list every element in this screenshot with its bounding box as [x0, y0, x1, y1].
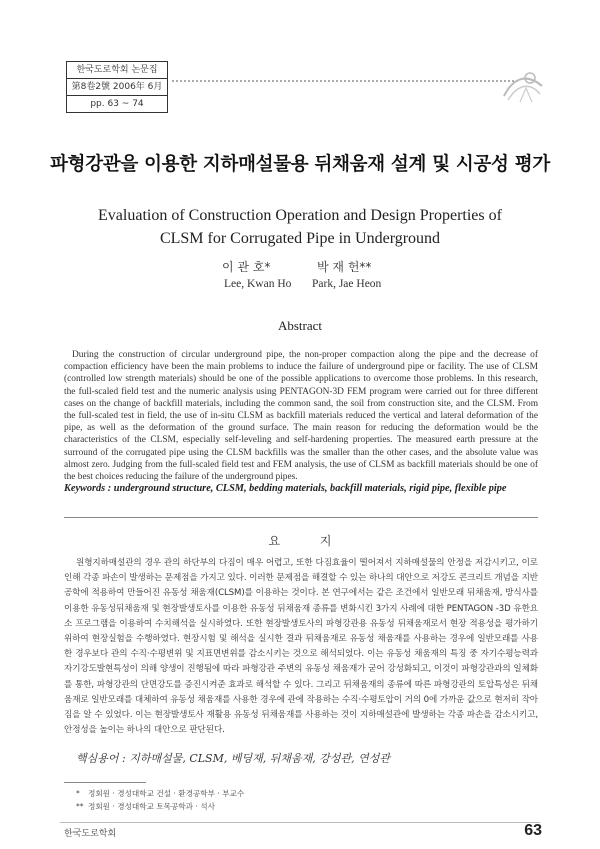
keywords: Keywords : underground structure, CLSM, bedding materials, backfill materials, rigid pipe, flexible pipe: [64, 483, 507, 494]
summary-text: 원형지하매설관의 경우 관의 하단부의 다짐이 매우 어렵고, 또한 다짐효율이 떨어져서 지하매설물의 안정을 저감시키고, 이로 인해 각종 파손이 발생하는 문제점을 가지고 있다. 이러한 문제점을 해결할 수 있는 하나의 대안으로 저강도 콘크리트 개념을 지반공학에 적용하여 만들어진 유동성 채움재(CLSM)를 이용하는 것이다. 본 연구에서는 같은 조건에서 일반모래 뒤채움재, 방식사를 이용한 유동성뒤채움재 및 현장발생토사를 이용한 유동성 뒤채움재 종류를 변화시킨 3가지 사례에 대한 PENTAGON -3D 유한요소 프로그램을 이용하여 수치해석을 실시하였다. 또한 현장발생토사의 파형강관용 유동성 뒤채움재로서 현장 적용성을 평가하기 위하여 현장실험을 수행하였다. 현장시험 및 해석을 실시한 결과 뒤채움재로 유동성 채움재를 사용하는 경우에 일반모래를 사용한 경우보다 관의 수직·수평변위 및 지표면변위를 감소시키는 것으로 해석되었다. 이는 유동성 채움재의 특징 중 자기수평능력과 자기강도발현특성이 의해 양생이 진행됨에 따라 파형강관 주변의 유동성 채움재가 굳어 강성화되고, 이것이 파형강관과의 일체화를 통한, 파형강관의 단면강도를 증진시켜준 효과로 해석할 수 있다. 그리고 뒤채움재의 종류에 따른 파형강관의 토압특성은 뒤채움재로 일반모래를 대체하여 유동성 채움재를 사용한 경우에 관에 작용하는 수직·수평토압이 거의 0에 가까운 값으로 현저히 작아짐을 알 수 있었다. 이는 현장발생토사 재활용 유동성 뒤채움재를 사용하는 것이 지하매설관에 발생하는 각종 파손을 감소시키고, 안정성을 높이는 하나의 대안으로 판단된다.: [64, 558, 538, 736]
header-dotted-line: [172, 80, 518, 82]
footnote-1-mark: *: [76, 789, 80, 798]
abstract-text: During the construction of circular underground pipe, the non-proper compaction along the pipe and the decrease of compaction efficiency have been the main problems to induce the failure of underground pipe or facility. The use of CLSM (controlled low strength materials) should be one of the possible applications to overcome those problems. In this research, the full-scaled field test and the numeric analysis using PENTAGON-3D FEM program were carried out for three different cases on the change of backfill materials, including the common sand, the soil from construction site, and the CLSM. From the full-scaled test in field, the use of in-situ CLSM as backfill materials reduced the vertical and lateral deformation of the pipe, as well as the deformation of the ground surface. The main reason for reducing the deformation would be the characteristics of the CLSM, especially self-leveling and self-hardening properties. The measured earth pressure at the surround of the corrugated pipe using the CLSM backfills was the smaller than the other cases, and the absolute value was almost zero. Judging from the full-scaled field test and FEM analysis, the use of CLSM as backfill materials should be one of the best choices reducing the failure of the underground pipes.: [64, 350, 538, 483]
section-divider: [64, 517, 538, 518]
author-1-english: Lee, Kwan Ho: [224, 278, 292, 290]
author-2-korean: 박 재 헌**: [317, 260, 372, 274]
footnote-2-text: 정회원 · 경성대학교 토목공학과 · 석사: [88, 802, 215, 811]
abstract-heading: Abstract: [277, 318, 323, 333]
author-1-korean: 이 관 호*: [222, 260, 271, 274]
journal-volume: 第8卷2號 2006年 6月: [67, 79, 167, 96]
page-number: 63: [524, 822, 542, 839]
journal-name: 한국도로학회 논문집: [67, 62, 167, 79]
journal-pages: pp. 63 ~ 74: [90, 99, 144, 109]
road-society-logo-icon: [500, 66, 546, 106]
footnote-divider: [64, 782, 146, 783]
journal-info-box: [66, 61, 168, 113]
footer-divider: [60, 822, 540, 823]
footnote-1-text: 정회원 · 경성대학교 건설 · 환경공학부 · 부교수: [88, 789, 245, 798]
footnote-2-mark: **: [76, 802, 84, 811]
core-keywords: 핵심용어 : 지하매설물, CLSM, 베딩재, 뒤채움재, 강성관, 연성관: [76, 752, 390, 765]
title-korean: 파형강관을 이용한 지하매설물용 뒤채움재 설계 및 시공성 평가: [50, 154, 550, 175]
footnote-1: [76, 788, 244, 799]
author-2-english: Park, Jae Heon: [312, 278, 382, 290]
summary-heading: 요 지: [268, 534, 350, 548]
title-english: Evaluation of Construction Operation and Design Properties of CLSM for Corrugated Pipe in Underground: [98, 207, 502, 247]
footnote-2: [76, 801, 215, 812]
footer-society: 한국도로학회: [64, 829, 117, 839]
